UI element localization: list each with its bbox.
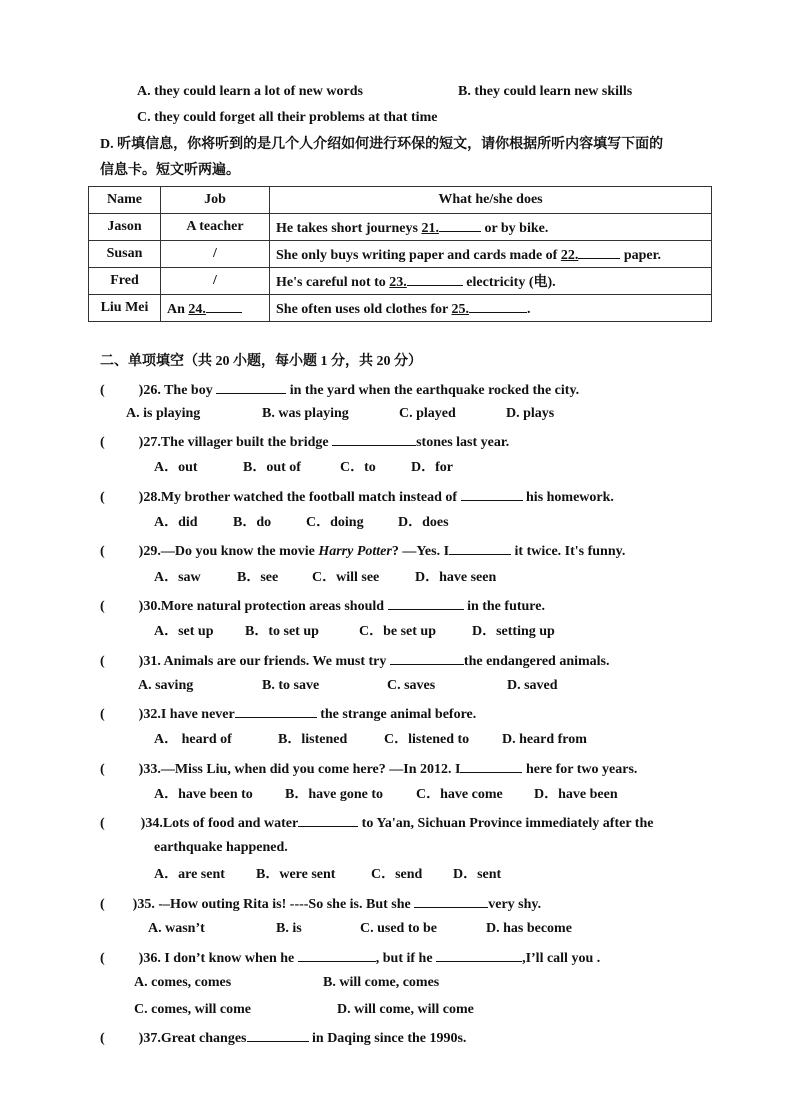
row-job: / — [161, 268, 270, 295]
row-does — [270, 295, 712, 322]
header-name: Name — [89, 187, 161, 214]
answer-paren: ( — [100, 816, 105, 831]
q35-option-d: D. has become — [486, 921, 572, 936]
question-stem: )37.Great changes — [138, 1031, 247, 1046]
question-stem: )27.The villager built the bridge — [138, 435, 333, 450]
row-does — [270, 214, 712, 241]
question-stem: )32.I have never — [138, 707, 235, 722]
q31-option-b: B. to save — [262, 678, 320, 693]
question-32 — [100, 703, 476, 724]
answer-paren: ( — [100, 544, 105, 559]
answer-paren: ( — [100, 490, 105, 505]
question-stem: )34.Lots of food and water — [140, 816, 299, 831]
q36-option-c: C. comes, will come — [134, 1002, 252, 1017]
row-name: Jason — [89, 214, 161, 241]
does-text: or by bike. — [480, 221, 549, 236]
blank-number: 23. — [389, 275, 407, 290]
question-stem: ? —Yes. I — [391, 544, 450, 559]
row-name: Liu Mei — [89, 295, 161, 322]
header-job: Job — [161, 187, 270, 214]
q29-option-b: B．see — [237, 570, 279, 585]
question-stem: )29.—Do you know the movie — [138, 544, 319, 559]
info-card-table — [88, 186, 712, 322]
q36-option-b: B. will come, comes — [323, 975, 440, 990]
question-stem: in the future. — [463, 599, 545, 614]
row-name: Fred — [89, 268, 161, 295]
q26-option-a: A. is playing — [126, 406, 201, 421]
fill-blank[interactable] — [461, 486, 523, 501]
answer-paren: ( — [100, 707, 105, 722]
row-does — [270, 241, 712, 268]
question-33 — [100, 758, 637, 779]
q27-option-c: C．to — [340, 460, 376, 475]
question-stem: )36. I don’t know when he — [138, 951, 298, 966]
q34-option-c: C．send — [371, 867, 423, 882]
question-stem: )28.My brother watched the football match instead of — [138, 490, 461, 505]
q33-option-a: A．have been to — [154, 787, 253, 802]
answer-paren: ( — [100, 897, 105, 912]
q29-option-c: C．will see — [312, 570, 380, 585]
table-row — [89, 214, 712, 241]
option-b: B. they could learn new skills — [458, 84, 633, 99]
q27-option-d: D．for — [411, 460, 453, 475]
q30-option-a: A．set up — [154, 624, 214, 639]
blank-number: 21. — [421, 221, 439, 236]
fill-blank[interactable] — [469, 298, 527, 313]
question-30 — [100, 595, 545, 616]
q27-option-a: A．out — [154, 460, 198, 475]
question-stem: ,I’ll call you . — [522, 951, 601, 966]
q32-option-b: B．listened — [278, 732, 348, 747]
fill-blank[interactable] — [298, 812, 358, 827]
answer-paren: ( — [100, 435, 105, 450]
q31-option-d: D. saved — [507, 678, 558, 693]
q34-stem-line2: earthquake happened. — [154, 840, 288, 855]
q26-option-b: B. was playing — [262, 406, 349, 421]
blank-number: 24. — [188, 302, 206, 317]
q28-option-d: D．does — [398, 515, 449, 530]
question-31 — [100, 650, 610, 671]
question-35 — [100, 893, 541, 914]
does-text: electricity (电). — [462, 275, 556, 290]
question-26 — [100, 379, 579, 400]
q33-option-b: B．have gone to — [285, 787, 383, 802]
fill-blank[interactable] — [407, 271, 463, 286]
q29-option-a: A．saw — [154, 570, 201, 585]
answer-paren: ( — [100, 1031, 105, 1046]
question-36 — [100, 947, 600, 968]
question-34 — [100, 812, 653, 833]
q35-option-b: B. is — [276, 921, 302, 936]
does-text: She only buys writing paper and cards made of — [276, 248, 561, 263]
section-two-title: 二、单项填空（共 20 小题，每小题 1 分，共 20 分） — [100, 354, 422, 369]
question-stem: the endangered animals. — [463, 654, 610, 669]
question-37 — [100, 1027, 466, 1048]
question-stem: in the yard when the earthquake rocked the city. — [286, 383, 580, 398]
q32-option-c: C．listened to — [384, 732, 470, 747]
table-header-row — [89, 187, 712, 214]
q34-option-b: B．were sent — [256, 867, 336, 882]
row-job — [161, 295, 270, 322]
question-stem: )30.More natural protection areas should — [138, 599, 388, 614]
fill-blank[interactable] — [332, 431, 416, 446]
question-stem: )31. Animals are our friends. We must try — [138, 654, 390, 669]
fill-blank[interactable] — [390, 650, 464, 665]
answer-paren: ( — [100, 951, 105, 966]
table-row — [89, 241, 712, 268]
q29-option-d: D．have seen — [415, 570, 497, 585]
question-stem: here for two years. — [522, 762, 638, 777]
answer-paren: ( — [100, 599, 105, 614]
does-text: She often uses old clothes for — [276, 302, 452, 317]
question-stem: , but if he — [375, 951, 437, 966]
q28-option-b: B．do — [233, 515, 272, 530]
does-text: paper. — [620, 248, 662, 263]
question-stem: in Daqing since the 1990s. — [308, 1031, 467, 1046]
header-does: What he/she does — [270, 187, 712, 214]
q35-option-c: C. used to be — [360, 921, 438, 936]
question-stem: it twice. It's funny. — [511, 544, 626, 559]
option-c: C. they could forget all their problems at that time — [137, 110, 438, 125]
row-does — [270, 268, 712, 295]
q30-option-b: B．to set up — [245, 624, 319, 639]
section-d-instruction-line1: D. 听填信息，你将听到的是几个人介绍如何进行环保的短文，请你根据所听内容填写下面的 — [100, 137, 664, 152]
question-28 — [100, 486, 614, 507]
fill-blank[interactable] — [206, 298, 242, 313]
fill-blank[interactable] — [216, 379, 286, 394]
q36-option-d: D. will come, will come — [337, 1002, 474, 1017]
fill-blank[interactable] — [460, 758, 522, 773]
table-row — [89, 295, 712, 322]
q33-option-d: D．have been — [534, 787, 618, 802]
fill-blank[interactable] — [449, 540, 511, 555]
q28-option-c: C．doing — [306, 515, 364, 530]
q30-option-d: D．setting up — [472, 624, 555, 639]
answer-paren: ( — [100, 654, 105, 669]
fill-blank[interactable] — [235, 703, 317, 718]
question-stem: very shy. — [488, 897, 542, 912]
fill-blank[interactable] — [439, 217, 481, 232]
answer-paren: ( — [100, 383, 105, 398]
q34-option-d: D．sent — [453, 867, 502, 882]
q28-option-a: A．did — [154, 515, 198, 530]
q27-option-b: B．out of — [243, 460, 301, 475]
question-stem: the strange animal before. — [316, 707, 477, 722]
q34-option-a: A．are sent — [154, 867, 225, 882]
fill-blank[interactable] — [388, 595, 464, 610]
fill-blank[interactable] — [247, 1027, 309, 1042]
row-job: / — [161, 241, 270, 268]
fill-blank[interactable] — [414, 893, 488, 908]
fill-blank[interactable] — [578, 244, 620, 259]
does-text: He's careful not to — [276, 275, 390, 290]
section-d-instruction-line2: 信息卡。短文听两遍。 — [100, 163, 240, 178]
row-job: A teacher — [161, 214, 270, 241]
question-stem: his homework. — [522, 490, 614, 505]
movie-title: Harry Potter — [318, 544, 392, 559]
question-stem: stones last year. — [416, 435, 510, 450]
fill-blank[interactable] — [298, 947, 376, 962]
table-row — [89, 268, 712, 295]
blank-number: 22. — [560, 248, 579, 263]
q36-option-a: A. comes, comes — [134, 975, 232, 990]
q30-option-c: C．be set up — [359, 624, 437, 639]
q31-option-c: C. saves — [387, 678, 436, 693]
question-27 — [100, 431, 509, 452]
blank-number: 25. — [451, 302, 470, 317]
row-name: Susan — [89, 241, 161, 268]
q26-option-c: C. played — [399, 406, 456, 421]
option-a: A. they could learn a lot of new words — [137, 84, 363, 99]
question-stem: )33.—Miss Liu, when did you come here? —In 2012. I — [138, 762, 461, 777]
question-stem: )26. The boy — [138, 383, 217, 398]
does-text: He takes short journeys — [276, 221, 422, 236]
answer-paren: ( — [100, 762, 105, 777]
question-stem: to Ya'an, Sichuan Province immediately after the — [358, 816, 654, 831]
q32-option-d: D. heard from — [502, 732, 587, 747]
question-stem: )35. -–How outing Rita is! ----So she is. But she — [132, 897, 415, 912]
job-text: An — [167, 302, 189, 317]
does-text: . — [527, 302, 531, 317]
q35-option-a: A. wasn’t — [148, 921, 205, 936]
q32-option-a: A． heard of — [154, 732, 232, 747]
question-29 — [100, 540, 625, 561]
q26-option-d: D. plays — [506, 406, 555, 421]
q31-option-a: A. saving — [138, 678, 194, 693]
fill-blank[interactable] — [436, 947, 522, 962]
q33-option-c: C．have come — [416, 787, 503, 802]
